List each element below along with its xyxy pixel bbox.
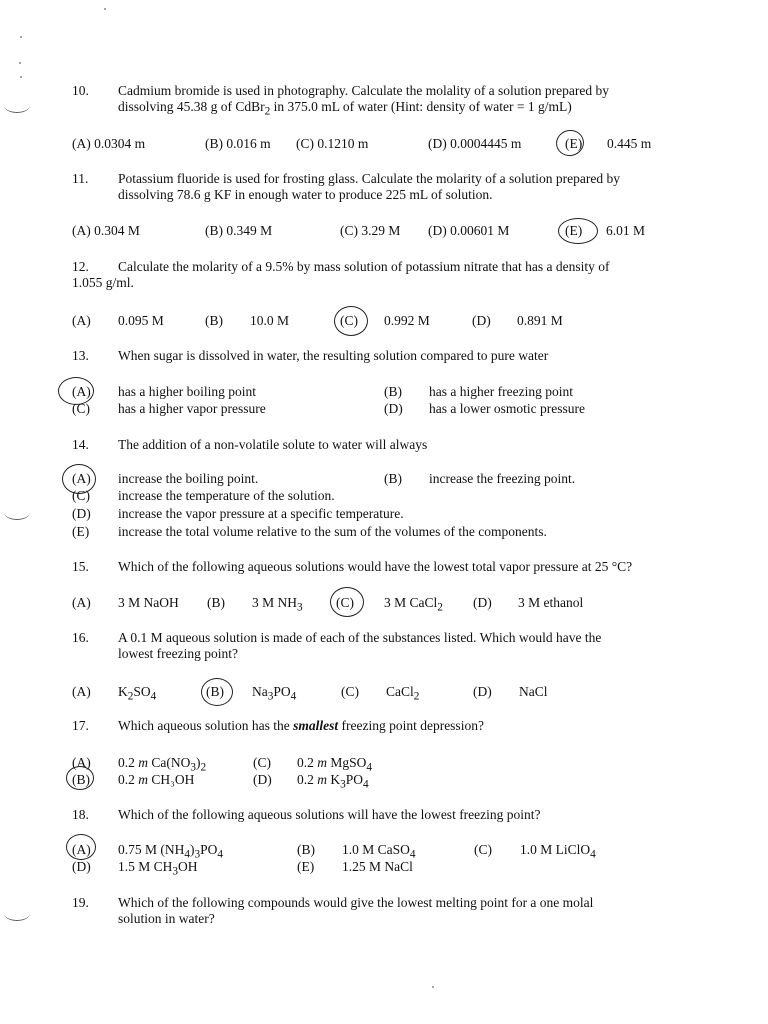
choice-d-value: 1.5 M $CH_3OH$ (118, 859, 198, 878)
answer-circle-mark (66, 766, 94, 790)
choice-d-label: (D) (472, 313, 491, 328)
choice-a-label: (A) (72, 684, 91, 699)
choice-b-value: increase the freezing point. (429, 471, 576, 486)
choice-b-label: (B) (205, 313, 223, 328)
choice-d-label: (D) (473, 595, 492, 610)
choice-d-label: (D) (72, 859, 91, 874)
question-text-continued: 1.055 g/ml. (72, 275, 134, 290)
choice-c-value: 1.0 M LiClO$_4$ (520, 842, 596, 861)
answer-circle-mark (66, 834, 96, 860)
scan-speck (19, 62, 21, 64)
question-text: Which of the following aqueous solutions will have the lowest freezing point? (118, 807, 541, 822)
question-text: Cadmium bromide is used in photography. Calculate the molality of a solution prepared by dissolving 45.38 g of CdBr$_2$ in 375.0 mL of water (Hint: density of water = 1 g/mL) (118, 83, 610, 118)
choice-c: (C) 3.29 M (340, 223, 401, 238)
choice-d-label: (D) (473, 684, 492, 699)
choice-a: (A) 0.304 M (72, 223, 140, 238)
choice-c-value: 3 M CaCl$_2$ (384, 595, 443, 614)
choice-b-value: 3 M $NH_3$ (252, 595, 303, 614)
choice-e-value: 6.01 M (606, 223, 646, 238)
choice-a-label: (A) (72, 755, 91, 770)
choice-d-value: 0.891 M (517, 313, 563, 328)
choice-e-label: (E) (297, 859, 315, 874)
answer-circle-mark (201, 678, 233, 706)
choice-d-value: 0.2 m $K_3PO_4$ (297, 772, 369, 791)
choice-d-label: (D) (72, 506, 91, 521)
punch-hole-mark (4, 505, 30, 520)
choice-b-label: (B) (384, 384, 402, 399)
choice-a-value: has a higher boiling point (118, 384, 256, 399)
question-number: 15. (72, 559, 89, 574)
choice-a-label: (A) (72, 595, 91, 610)
choice-e-label: (E) (565, 136, 583, 151)
punch-hole-mark (4, 906, 30, 921)
punch-hole-mark (4, 98, 30, 113)
choice-a-label: (A) (72, 471, 91, 486)
choice-b-value: $Na_3PO_4$ (252, 684, 297, 703)
choice-a-value: 0.2 m $Ca(NO_3)_2$ (118, 755, 207, 774)
choice-b-label: (B) (72, 772, 90, 787)
choice-c-value: CaCl$_2$ (386, 684, 420, 703)
choice-d-label: (D) (253, 772, 272, 787)
answer-circle-mark (558, 218, 598, 244)
choice-a-value: 3 M NaOH (118, 595, 179, 610)
choice-b-label: (B) (207, 595, 225, 610)
choice-e-label: (E) (565, 223, 583, 238)
question-text: Potassium fluoride is used for frosting glass. Calculate the molarity of a solution prepared by dissolving 78.6 g KF in enough water to produce 225 mL of solution. (118, 171, 621, 202)
question-text: Which aqueous solution has the smallest freezing point depression? (118, 718, 484, 733)
question-number: 16. (72, 630, 89, 645)
choice-b-label: (B) (384, 471, 402, 486)
choice-a-value: 0.095 M (118, 313, 164, 328)
choice-c-label: (C) (341, 684, 359, 699)
choice-a-value: 0.75 M $(NH_4)_3PO_4$ (118, 842, 224, 861)
choice-b-value: has a higher freezing point (429, 384, 573, 399)
choice-c-value: 0.992 M (384, 313, 430, 328)
answer-circle-mark (334, 306, 368, 336)
question-number: 17. (72, 718, 89, 733)
question-number: 13. (72, 348, 89, 363)
choice-d: (D) 0.00601 M (428, 223, 510, 238)
question-number: 10. (72, 83, 89, 98)
choice-c: (C) 0.1210 m (296, 136, 369, 151)
choice-e-value: 1.25 M NaCl (342, 859, 413, 874)
question-number: 19. (72, 895, 89, 910)
choice-a-label: (A) (72, 384, 91, 399)
choice-c-label: (C) (72, 401, 90, 416)
question-number: 12. (72, 259, 89, 274)
choice-a: (A) 0.0304 m (72, 136, 146, 151)
choice-c-label: (C) (340, 313, 358, 328)
scan-speck (20, 36, 22, 38)
choice-c-value: increase the temperature of the solution. (118, 488, 335, 503)
choice-d-value: increase the vapor pressure at a specific temperature. (118, 506, 404, 521)
choice-d-value: has a lower osmotic pressure (429, 401, 585, 416)
question-number: 14. (72, 437, 89, 452)
choice-b-label: (B) (206, 684, 224, 699)
question-number: 11. (72, 171, 89, 186)
choice-a-label: (A) (72, 313, 91, 328)
choice-b: (B) 0.016 m (205, 136, 271, 151)
choice-e-value: increase the total volume relative to the sum of the volumes of the components. (118, 524, 547, 539)
question-text: A 0.1 M aqueous solution is made of each of the substances listed. Which would have the lowest freezing point? (118, 630, 602, 661)
choice-b-value: 1.0 M CaSO$_4$ (342, 842, 416, 861)
choice-d-value: 3 M ethanol (518, 595, 584, 610)
question-text: Which of the following aqueous solutions would have the lowest total vapor pressure at 25 °C? (118, 559, 633, 574)
scan-speck (104, 8, 106, 10)
question-text: Calculate the molarity of a 9.5% by mass solution of potassium nitrate that has a density of (118, 259, 610, 274)
scan-speck (20, 76, 22, 78)
choice-e-value: 0.445 m (607, 136, 652, 151)
choice-d-label: (D) (384, 401, 403, 416)
choice-a-label: (A) (72, 842, 91, 857)
answer-circle-mark (62, 464, 96, 494)
choice-b-value: 0.2 m CH₃OH (118, 772, 195, 787)
question-text: When sugar is dissolved in water, the resulting solution compared to pure water (118, 348, 549, 363)
choice-c-label: (C) (336, 595, 354, 610)
scan-speck (432, 986, 434, 988)
choice-d-value: NaCl (519, 684, 548, 699)
choice-b-label: (B) (297, 842, 315, 857)
question-text: The addition of a non-volatile solute to water will always (118, 437, 428, 452)
choice-c-label: (C) (253, 755, 271, 770)
choice-c-label: (C) (72, 488, 90, 503)
choice-d: (D) 0.0004445 m (428, 136, 522, 151)
choice-a-value: increase the boiling point. (118, 471, 259, 486)
answer-circle-mark (554, 127, 587, 158)
choice-c-label: (C) (474, 842, 492, 857)
choice-c-value: has a higher vapor pressure (118, 401, 266, 416)
answer-circle-mark (330, 587, 364, 617)
choice-c-value: 0.2 m MgSO$_4$ (297, 755, 373, 774)
choice-b-value: 10.0 M (250, 313, 290, 328)
question-number: 18. (72, 807, 89, 822)
question-text: Which of the following compounds would give the lowest melting point for a one molal solution in water? (118, 895, 594, 926)
choice-e-label: (E) (72, 524, 90, 539)
answer-circle-mark (58, 377, 94, 405)
choice-a-value: $K_2SO_4$ (118, 684, 157, 703)
choice-b: (B) 0.349 M (205, 223, 273, 238)
